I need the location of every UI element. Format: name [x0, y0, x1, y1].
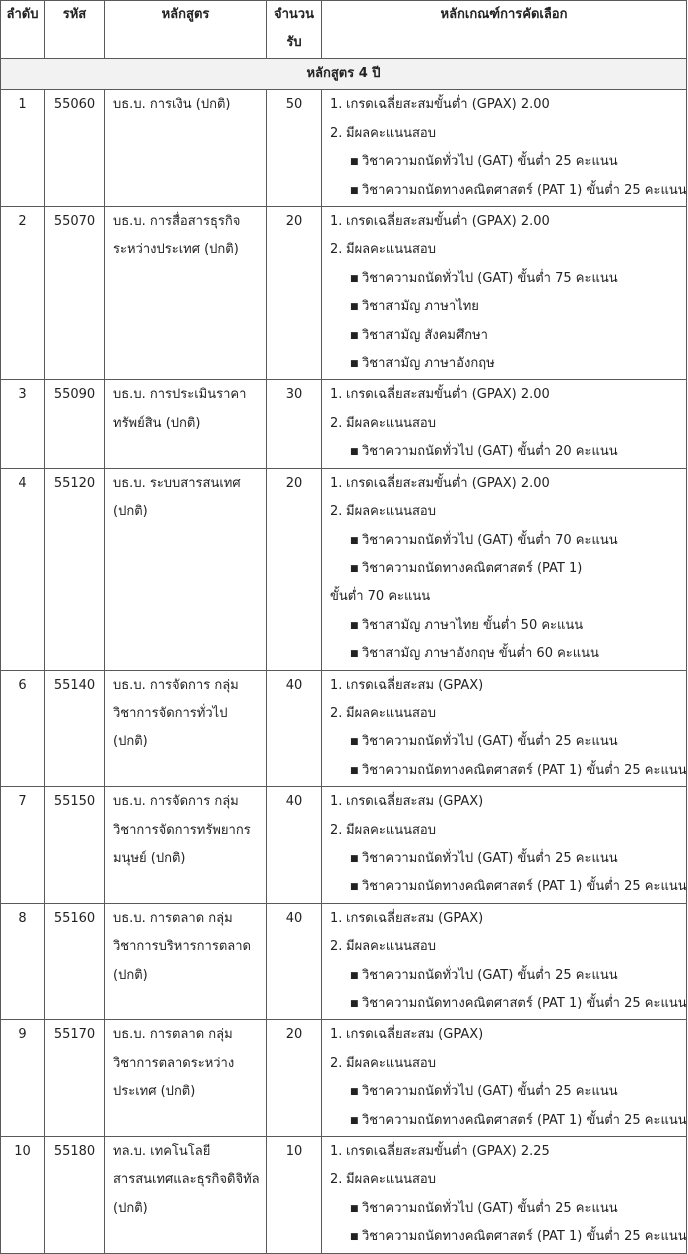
criteria-text: วิชาความถนัดทางคณิตศาสตร์ (PAT 1) ขั้นต่ำ 25 คะแนน: [362, 1112, 687, 1128]
criteria-numbered-item: [330, 381, 686, 409]
program-name: [105, 1020, 267, 1137]
criteria-numbered-item: [330, 1050, 686, 1078]
criteria-text: เกรดเฉลี่ยสะสม (GPAX): [346, 677, 484, 693]
criteria-text: วิชาความถนัดทั่วไป (GAT) ขั้นต่ำ 25 คะแนน: [362, 967, 618, 983]
criteria-bullet-item: [330, 1223, 686, 1251]
program-code: 55150: [45, 787, 105, 904]
table-row: [1, 670, 687, 787]
seat-count: 50: [267, 90, 322, 207]
criteria-text: วิชาความถนัดทางคณิตศาสตร์ (PAT 1) ขั้นต่ำ 25 คะแนน: [362, 996, 687, 1011]
criteria-numbered-item: [330, 672, 686, 700]
criteria-text: มีผลคะแนนสอบ: [346, 415, 436, 431]
criteria-bullet-item: [330, 322, 686, 350]
criteria-bullet-item: [330, 438, 686, 466]
criteria-numbered-item: [330, 905, 686, 933]
criteria-text: มีผลคะแนนสอบ: [346, 705, 436, 721]
square-bullet-icon: ■: [350, 1203, 359, 1214]
criteria-text: วิชาความถนัดทางคณิตศาสตร์ (PAT 1) ขั้นต่ำ 25 คะแนน: [362, 182, 687, 198]
criteria-text: มีผลคะแนนสอบ: [346, 125, 436, 141]
row-number: 3: [1, 380, 45, 468]
item-number: 1.: [330, 97, 343, 113]
criteria-text: วิชาสามัญ ภาษาอังกฤษ ขั้นต่ำ 60 คะแนน: [362, 646, 599, 662]
program-code: 55180: [45, 1137, 105, 1254]
seat-count: 30: [267, 380, 322, 468]
item-number: 2.: [330, 1055, 343, 1071]
program-name-line: บธ.บ. การจัดการ กลุ่ม: [113, 794, 239, 810]
criteria-text: มีผลคะแนนสอบ: [346, 822, 436, 838]
program-name: [105, 468, 267, 670]
criteria-text: มีผลคะแนนสอบ: [346, 939, 436, 955]
criteria-text: วิชาความถนัดทั่วไป (GAT) ขั้นต่ำ 75 คะแนน: [362, 270, 618, 286]
program-name-line: บธ.บ. การตลาด กลุ่ม: [113, 910, 233, 926]
table-row: [1, 380, 687, 468]
criteria-text: วิชาความถนัดทั่วไป (GAT) ขั้นต่ำ 70 คะแนน: [362, 532, 618, 548]
item-number: 1.: [330, 475, 343, 491]
header-code: รหัส: [45, 1, 105, 59]
criteria-text: เกรดเฉลี่ยสะสมขั้นต่ำ (GPAX) 2.25: [346, 1144, 550, 1160]
criteria-numbered-item: [330, 700, 686, 728]
program-name-line: บธ.บ. การสื่อสารธุรกิจ: [113, 214, 241, 230]
table-row: [1, 468, 687, 670]
square-bullet-icon: ■: [350, 737, 359, 748]
seat-count: 20: [267, 207, 322, 380]
square-bullet-icon: ■: [350, 185, 359, 196]
header-criteria: หลักเกณฑ์การคัดเลือก: [322, 1, 687, 59]
criteria-bullet-item: [330, 640, 686, 668]
criteria-numbered-item: [330, 817, 686, 845]
criteria-bullet-item: [330, 1107, 686, 1135]
criteria-cell: [322, 207, 687, 380]
program-name-line: บธ.บ. การเงิน (ปกติ): [113, 97, 231, 113]
criteria-text: เกรดเฉลี่ยสะสม (GPAX): [346, 794, 484, 810]
program-name-line: วิชาการบริหารการตลาด: [113, 939, 251, 955]
seat-count: 40: [267, 787, 322, 904]
criteria-text: วิชาความถนัดทั่วไป (GAT) ขั้นต่ำ 25 คะแนน: [362, 154, 618, 170]
header-row: [1, 1, 687, 59]
criteria-bullet-item: [330, 555, 686, 583]
criteria-cell: [322, 90, 687, 207]
criteria-text: วิชาความถนัดทั่วไป (GAT) ขั้นต่ำ 20 คะแนน: [362, 444, 618, 460]
criteria-numbered-item: [330, 208, 686, 236]
square-bullet-icon: ■: [350, 563, 359, 574]
program-name-line: บธ.บ. การจัดการ กลุ่ม: [113, 677, 239, 693]
criteria-text: เกรดเฉลี่ยสะสมขั้นต่ำ (GPAX) 2.00: [346, 387, 550, 403]
square-bullet-icon: ■: [350, 999, 359, 1009]
criteria-cell: [322, 787, 687, 904]
program-name-line: (ปกติ): [113, 734, 148, 750]
row-number: 8: [1, 903, 45, 1020]
program-code: 55120: [45, 468, 105, 670]
criteria-bullet-item: [330, 1195, 686, 1223]
program-name-line: ทล.บ. เทคโนโลยี: [113, 1144, 211, 1160]
square-bullet-icon: ■: [350, 273, 359, 284]
item-number: 2.: [330, 1172, 343, 1188]
item-number: 2.: [330, 939, 343, 955]
criteria-bullet-item: [330, 177, 686, 205]
square-bullet-icon: ■: [350, 882, 359, 893]
program-name: [105, 903, 267, 1020]
square-bullet-icon: ■: [350, 330, 359, 341]
criteria-numbered-item: [330, 120, 686, 148]
criteria-text: เกรดเฉลี่ยสะสม (GPAX): [346, 910, 484, 926]
header-seats-text: จำนวนรับ: [274, 7, 314, 50]
criteria-numbered-item: [330, 91, 686, 119]
criteria-bullet-item: [330, 148, 686, 176]
criteria-text: วิชาสามัญ ภาษาอังกฤษ: [362, 356, 495, 372]
criteria-cell: [322, 468, 687, 670]
criteria-numbered-item: [330, 1138, 686, 1166]
criteria-numbered-item: [330, 788, 686, 816]
criteria-text: เกรดเฉลี่ยสะสมขั้นต่ำ (GPAX) 2.00: [346, 97, 550, 113]
square-bullet-icon: ■: [350, 1232, 359, 1243]
criteria-bullet-item: [330, 350, 686, 378]
square-bullet-icon: ■: [350, 853, 359, 864]
table-row: [1, 207, 687, 380]
criteria-text: วิชาความถนัดทั่วไป (GAT) ขั้นต่ำ 25 คะแนน: [362, 1200, 618, 1216]
program-name: [105, 1137, 267, 1254]
criteria-text: มีผลคะแนนสอบ: [346, 242, 436, 258]
criteria-bullet-item: [330, 728, 686, 756]
criteria-text: มีผลคะแนนสอบ: [346, 1172, 436, 1188]
square-bullet-icon: ■: [350, 649, 359, 660]
program-name-line: บธ.บ. การประเมินราคา: [113, 387, 247, 403]
program-name-line: วิชาการจัดการทั่วไป: [113, 705, 228, 721]
program-name-line: บธ.บ. ระบบสารสนเทศ: [113, 475, 241, 491]
criteria-bullet-item: [330, 527, 686, 555]
program-code: 55140: [45, 670, 105, 787]
item-number: 2.: [330, 242, 343, 258]
criteria-numbered-item: [330, 410, 686, 438]
program-name-line: วิชาการตลาดระหว่าง: [113, 1055, 235, 1071]
criteria-bullet-item: [330, 873, 686, 901]
program-code: 55160: [45, 903, 105, 1020]
criteria-numbered-item: [330, 1166, 686, 1194]
row-number: 7: [1, 787, 45, 904]
criteria-text: วิชาสามัญ ภาษาไทย: [362, 299, 479, 315]
table-row: [1, 1020, 687, 1137]
criteria-cell: [322, 380, 687, 468]
item-number: 1.: [330, 794, 343, 810]
program-name-line: มนุษย์ (ปกติ): [113, 850, 186, 866]
criteria-text: เกรดเฉลี่ยสะสม (GPAX): [346, 1027, 484, 1043]
square-bullet-icon: ■: [350, 359, 359, 370]
item-number: 2.: [330, 822, 343, 838]
criteria-numbered-item: [330, 470, 686, 498]
item-number: 2.: [330, 415, 343, 431]
criteria-numbered-item: [330, 236, 686, 264]
program-name-line: ประเทศ (ปกติ): [113, 1084, 196, 1100]
square-bullet-icon: ■: [350, 620, 359, 631]
program-name-line: วิชาการจัดการทรัพยากร: [113, 822, 251, 838]
criteria-bullet-item: [330, 990, 686, 1018]
criteria-text: วิชาความถนัดทางคณิตศาสตร์ (PAT 1) ขั้นต่ำ 25 คะแนน: [362, 879, 687, 895]
square-bullet-icon: ■: [350, 302, 359, 313]
item-number: 1.: [330, 910, 343, 926]
program-name: [105, 380, 267, 468]
program-name: [105, 90, 267, 207]
item-number: 1.: [330, 1144, 343, 1160]
criteria-text: มีผลคะแนนสอบ: [346, 504, 436, 520]
header-seats: [267, 1, 322, 59]
criteria-text: วิชาความถนัดทั่วไป (GAT) ขั้นต่ำ 25 คะแนน: [362, 734, 618, 750]
section-row: [1, 59, 687, 90]
criteria-cell: [322, 670, 687, 787]
item-number: 1.: [330, 1027, 343, 1043]
program-code: 55170: [45, 1020, 105, 1137]
item-number: 1.: [330, 677, 343, 693]
header-no: ลำดับ: [1, 1, 45, 59]
criteria-text: วิชาสามัญ ภาษาไทย ขั้นต่ำ 50 คะแนน: [362, 617, 584, 633]
table-row: [1, 787, 687, 904]
criteria-cell: [322, 1137, 687, 1254]
criteria-bullet-item: [330, 757, 686, 785]
program-name-line: (ปกติ): [113, 504, 148, 520]
program-name-line: (ปกติ): [113, 1200, 148, 1216]
square-bullet-icon: ■: [350, 970, 359, 981]
item-number: 1.: [330, 387, 343, 403]
table-row: [1, 903, 687, 1020]
program-name-line: บธ.บ. การตลาด กลุ่ม: [113, 1027, 233, 1043]
program-code: 55090: [45, 380, 105, 468]
table-row: [1, 90, 687, 207]
criteria-numbered-item: [330, 933, 686, 961]
criteria-text: วิชาความถนัดทางคณิตศาสตร์ (PAT 1) ขั้นต่ำ 25 คะแนน: [362, 1229, 687, 1245]
program-name-line: ทรัพย์สิน (ปกติ): [113, 415, 201, 431]
square-bullet-icon: ■: [350, 447, 359, 458]
square-bullet-icon: ■: [350, 1115, 359, 1126]
square-bullet-icon: ■: [350, 535, 359, 546]
seat-count: 40: [267, 670, 322, 787]
program-name-line: ระหว่างประเทศ (ปกติ): [113, 242, 239, 258]
criteria-text: วิชาความถนัดทางคณิตศาสตร์ (PAT 1): [362, 560, 583, 576]
program-name-line: สารสนเทศและธุรกิจดิจิทัล: [113, 1172, 260, 1188]
item-number: 2.: [330, 125, 343, 141]
criteria-cell: [322, 903, 687, 1020]
item-number: 2.: [330, 504, 343, 520]
criteria-numbered-item: [330, 1021, 686, 1049]
item-number: 1.: [330, 214, 343, 230]
square-bullet-icon: ■: [350, 765, 359, 776]
item-number: 2.: [330, 705, 343, 721]
criteria-bullet-item: [330, 612, 686, 640]
criteria-bullet-item: [330, 293, 686, 321]
criteria-text: วิชาความถนัดทางคณิตศาสตร์ (PAT 1) ขั้นต่ำ 25 คะแนน: [362, 762, 687, 778]
row-number: 4: [1, 468, 45, 670]
seat-count: 10: [267, 1137, 322, 1254]
square-bullet-icon: ■: [350, 157, 359, 168]
program-name: [105, 787, 267, 904]
criteria-text: วิชาความถนัดทั่วไป (GAT) ขั้นต่ำ 25 คะแนน: [362, 850, 618, 866]
row-number: 1: [1, 90, 45, 207]
table-body: [1, 59, 687, 1254]
row-number: 10: [1, 1137, 45, 1254]
row-number: 9: [1, 1020, 45, 1137]
seat-count: 20: [267, 468, 322, 670]
criteria-text: เกรดเฉลี่ยสะสมขั้นต่ำ (GPAX) 2.00: [346, 214, 550, 230]
seat-count: 40: [267, 903, 322, 1020]
program-name: [105, 207, 267, 380]
criteria-cell: [322, 1020, 687, 1137]
section-title: หลักสูตร 4 ปี: [1, 59, 687, 90]
program-code: 55060: [45, 90, 105, 207]
criteria-bullet-item: [330, 845, 686, 873]
seat-count: 20: [267, 1020, 322, 1137]
criteria-text: วิชาความถนัดทั่วไป (GAT) ขั้นต่ำ 25 คะแนน: [362, 1084, 618, 1100]
row-number: 2: [1, 207, 45, 380]
criteria-text: วิชาสามัญ สังคมศึกษา: [362, 327, 488, 343]
criteria-bullet-item: [330, 265, 686, 293]
program-name: [105, 670, 267, 787]
table-row: [1, 1137, 687, 1254]
criteria-numbered-item: [330, 498, 686, 526]
criteria-text: มีผลคะแนนสอบ: [346, 1055, 436, 1071]
square-bullet-icon: ■: [350, 1087, 359, 1098]
criteria-bullet-item: [330, 962, 686, 990]
row-number: 6: [1, 670, 45, 787]
program-name-line: (ปกติ): [113, 967, 148, 983]
criteria-continuation: ขั้นต่ำ 70 คะแนน: [330, 589, 431, 605]
criteria-text: เกรดเฉลี่ยสะสมขั้นต่ำ (GPAX) 2.00: [346, 475, 550, 491]
header-program: หลักสูตร: [105, 1, 267, 59]
program-code: 55070: [45, 207, 105, 380]
criteria-bullet-item: [330, 1078, 686, 1106]
